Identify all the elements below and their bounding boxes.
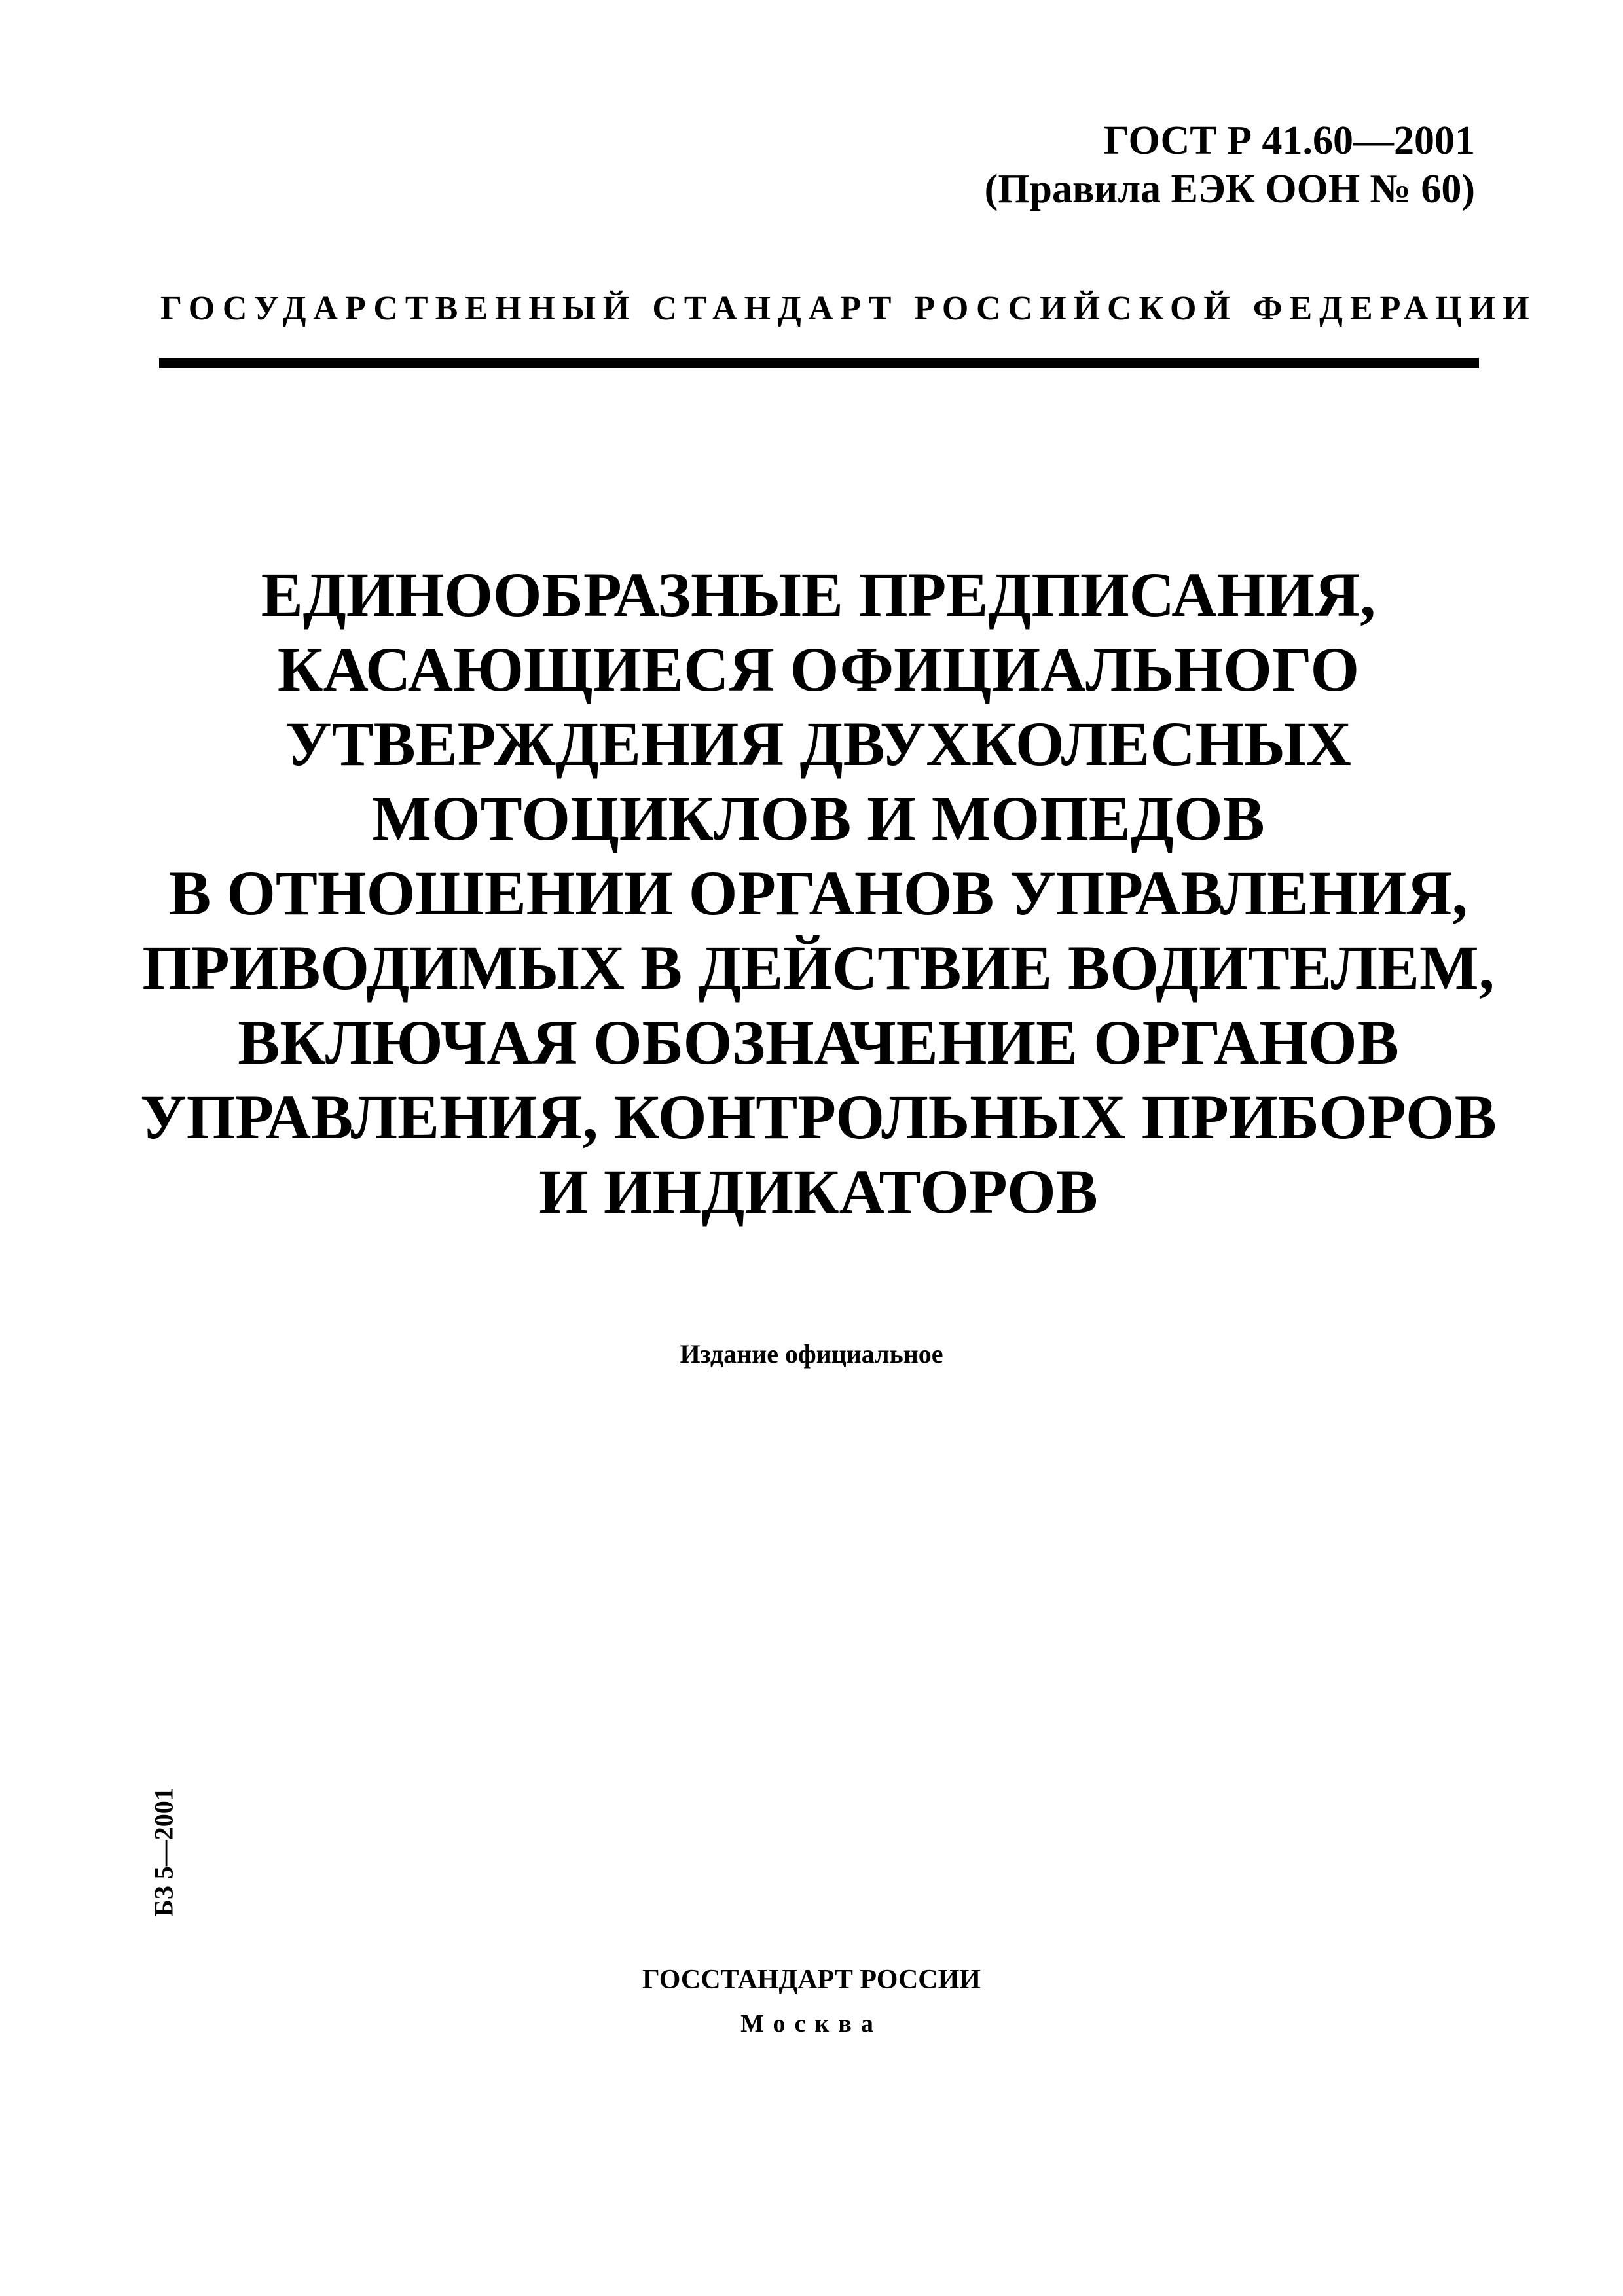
header-divider [159,358,1479,368]
document-number: ГОСТ Р 41.60—2001 [1103,118,1475,163]
title-line: И ИНДИКАТОРОВ [539,1157,1098,1227]
document-title [131,558,1506,1229]
regulation-reference: (Правила ЕЭК ООН № 60) [984,167,1475,211]
title-line: МОТОЦИКЛОВ И МОПЕДОВ [372,783,1265,853]
publisher-city: Москва [740,2010,883,2037]
title-line: УТВЕРЖДЕНИЯ ДВУХКОЛЕСНЫХ [285,709,1351,779]
title-line: ЕДИНООБРАЗНЫЕ ПРЕДПИСАНИЯ, [261,560,1376,630]
document-number-block [985,117,1475,213]
title-line: В ОТНОШЕНИИ ОРГАНОВ УПРАВЛЕНИЯ, [169,858,1468,928]
side-code: БЗ 5—2001 [149,1787,179,1917]
title-line: КАСАЮЩИЕСЯ ОФИЦИАЛЬНОГО [277,634,1360,704]
edition-note: Издание официальное [680,1339,943,1369]
title-line: ПРИВОДИМЫХ В ДЕЙСТВИЕ ВОДИТЕЛЕМ, [142,933,1495,1003]
publisher: ГОССТАНДАРТ РОССИИ [642,1965,981,1995]
title-line: УПРАВЛЕНИЯ, КОНТРОЛЬНЫХ ПРИБОРОВ [140,1082,1497,1152]
title-line: ВКЛЮЧАЯ ОБОЗНАЧЕНИЕ ОРГАНОВ [238,1007,1399,1077]
standard-header: ГОСУДАРСТВЕННЫЙ СТАНДАРТ РОССИЙСКОЙ ФЕДЕРАЦИИ [160,290,1537,327]
